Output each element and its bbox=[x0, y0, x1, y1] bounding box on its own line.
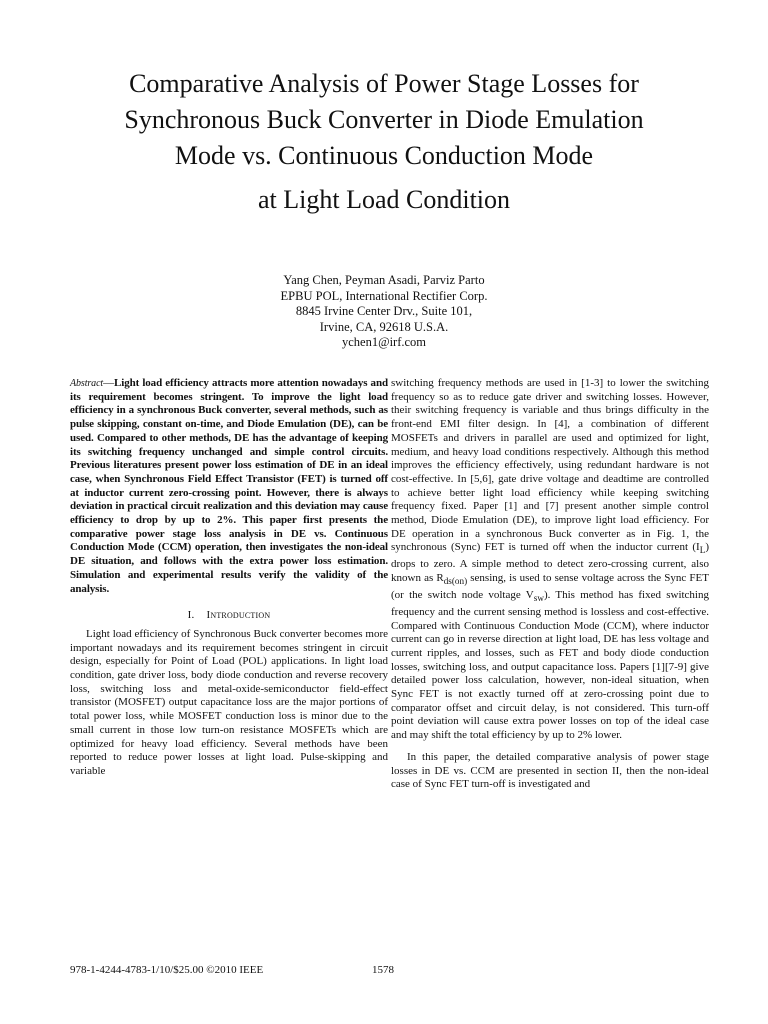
title-line-3: Mode vs. Continuous Conduction Mode bbox=[174, 141, 594, 170]
section-heading-introduction bbox=[70, 609, 388, 623]
intro-paragraph-2-part-c: sensing, is used to sense voltage across the Sync FET (or the switch node voltage V bbox=[391, 572, 709, 601]
footer-isbn: 978-1-4244-4783-1/10/$25.00 ©2010 IEEE bbox=[70, 964, 264, 976]
author-email[interactable]: ychen1@irf.com bbox=[341, 335, 427, 350]
intro-paragraph-3: In this paper, the detailed comparative analysis of power stage losses in DE vs. CCM are presented in section II, then the non-ideal case of Sync FET turn-off is investigated and bbox=[391, 750, 709, 791]
title-line-2: Synchronous Buck Converter in Diode Emulation bbox=[124, 105, 644, 134]
abstract-dash: — bbox=[103, 377, 114, 389]
paper-title bbox=[40, 66, 728, 218]
abstract bbox=[70, 377, 388, 596]
author-address-line-1: 8845 Irvine Center Drv., Suite 101, bbox=[295, 304, 473, 319]
subscript-sw: sw bbox=[533, 593, 544, 604]
abstract-body: Light load efficiency attracts more attention nowadays and its requirement becomes stringent. To improve the light load efficiency in a synchronous Buck converter, several methods, such as pulse skipping, constant on-time, and Diode Emulation (DE), can be used. Compared to other methods, DE has the advantage of keeping its switching frequency unchanged and simple control circuits. Previous literatures present power loss estimation of DE in an ideal case, when Synchronous Field Effect Transistor (FET) is turned off at inductor current zero-crossing point. However, there is always deviation in practical circuit realization and this deviation may cause efficiency to drop by up to 2%. This paper first presents the comparative power stage loss analysis in DE vs. Continuous Conduction Mode (CCM) operation, then investigates the non-ideal DE situation, and follows with the extra power loss estimation. Simulation and experimental results verify the validity of the analysis. bbox=[70, 377, 388, 595]
intro-paragraph-2-part-b: ) drops to zero. A simple method to detect zero-crossing current, also known as R bbox=[391, 541, 709, 585]
author-address-line-2: Irvine, CA, 92618 U.S.A. bbox=[319, 319, 449, 334]
intro-paragraph-2-part-a: switching frequency methods are used in [1-3] to lower the switching frequency so as to reduce gate driver and switching losses. However, their switching frequency is variable and thus brings difficulty in the front-end EMI filter design. In [4], a combination of different MOSFETs and drivers in parallel are used and optimized for light, medium, and heavy load conditions respectively. Although this method improves the efficiency effectively, using redundant hardware is not cost-effective. In [5,6], gate drive voltage and deadtime are controlled to achieve better light load efficiency while keeping switching frequency fixed. Paper [1] and [7] present another simple control method, Diode Emulation (DE), to improve light load efficiency. For DE operation in a synchronous Buck converter as in Fig. 1, the synchronous (Sync) FET is turned off when the inductor current (I bbox=[391, 377, 709, 554]
subscript-l: L bbox=[699, 545, 706, 556]
title-line-4: at Light Load Condition bbox=[257, 185, 511, 214]
author-names: Yang Chen, Peyman Asadi, Parviz Parto bbox=[283, 273, 485, 287]
section-title: Introduction bbox=[206, 609, 271, 622]
abstract-lead: Abstract bbox=[70, 378, 104, 389]
intro-paragraph-2-part-d: ). This method has fixed switching frequency and the current sensing method is lossless and cost-effective. Compared with Continuous Conduction Mode (CCM), where inductor current can go in reverse direction at light load, DE has less voltage and current ripples, and losses, such as FET and body diode conduction losses, switching loss, and output capacitance loss. Papers [1][7-9] give detailed power loss calculation, however, non-ideal situation, when Sync FET is not exactly turned off at zero-crossing point due to comparator offset and circuit delay, is not considered. This turn-off point deviation will cause extra power losses on top of the ideal case and may shift the total efficiency by up to 2% lower. bbox=[391, 588, 709, 742]
right-column bbox=[391, 377, 709, 792]
title-line-1: Comparative Analysis of Power Stage Losses for bbox=[129, 69, 639, 98]
subscript-ds-on: ds(on) bbox=[443, 576, 468, 587]
intro-paragraph-2 bbox=[391, 377, 709, 743]
left-column bbox=[70, 377, 388, 779]
author-affiliation: EPBU POL, International Rectifier Corp. bbox=[280, 288, 488, 303]
author-block bbox=[134, 273, 634, 351]
section-number: I. bbox=[187, 609, 195, 622]
footer-page-number: 1578 bbox=[372, 964, 394, 976]
intro-paragraph-1: Light load efficiency of Synchronous Buck converter becomes more important nowadays and its requirement becomes stringent in circuit design, especially for Point of Load (POL) applications. In light load condition, gate driver loss, body diode conduction and reverse recovery loss, switching loss and metal-oxide-semiconductor field-effect transistor (MOSFET) output capacitance loss are the major portions of total power loss, while MOSFET conduction loss is minor due to the small current in those low turn-on resistance MOSFETs which are optimized for heavy load efficiency. Several methods have been reported to reduce power losses at light load. Pulse-skipping and variable bbox=[70, 627, 388, 777]
